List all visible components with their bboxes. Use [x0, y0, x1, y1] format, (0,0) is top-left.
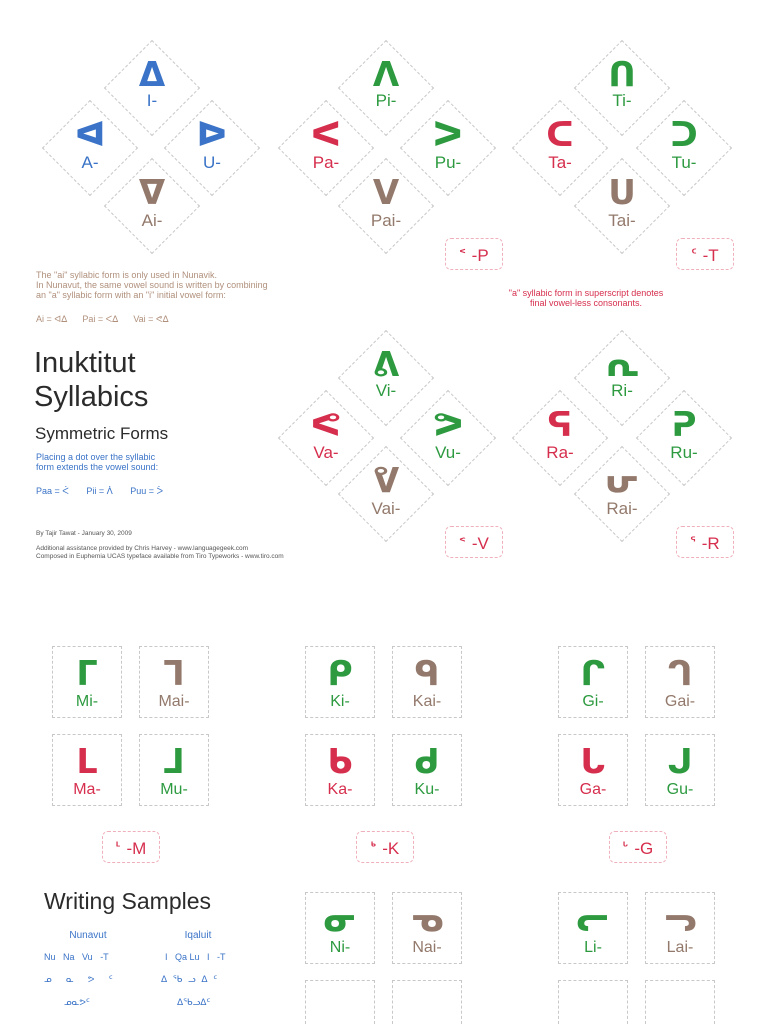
credit-author: By Tajir Tawat - January 30, 2009	[36, 530, 132, 537]
final-label: -V	[471, 534, 489, 553]
syllabic-glyph: ᒍ	[667, 742, 693, 782]
credits	[36, 530, 284, 561]
syllabic-label: Ta-	[548, 153, 572, 172]
final-label: -M	[126, 839, 147, 858]
syllabic-label: Kai-	[412, 693, 442, 710]
syllabic-glyph: ᐸ	[310, 115, 342, 155]
syllabic-label: Mi-	[75, 693, 99, 710]
syllabic-glyph: ᐱ	[372, 55, 400, 95]
final-note	[486, 288, 686, 308]
tile-mai	[139, 646, 209, 718]
final-label: -R	[701, 534, 720, 553]
syllabic-glyph: ᕋ	[547, 405, 573, 445]
tile-ga	[558, 734, 628, 806]
syllabic-label: Pai-	[370, 211, 402, 230]
page-subtitle: Symmetric Forms	[35, 424, 169, 443]
syllabic-glyph: ᑲ	[327, 742, 353, 782]
syllabic-label: Ka-	[327, 781, 353, 798]
syllabic-label: Vu-	[435, 443, 461, 462]
ai-note	[36, 270, 306, 324]
final-g-badge	[609, 831, 667, 863]
syllabic-label: Vi-	[375, 381, 397, 400]
syllabic-glyph: ᒪ	[76, 742, 98, 782]
ai-note-line: In Nunavut, the same vowel sound is written by combining	[36, 280, 268, 290]
syllabic-glyph: ᑐ	[670, 115, 698, 155]
syllabic-glyph: ᐯ	[372, 173, 400, 213]
syllabic-label: Li-	[584, 939, 602, 956]
syllabic-label: Mu-	[160, 781, 188, 798]
syllabic-glyph: ᒋ	[580, 654, 606, 694]
tile-rai	[572, 444, 672, 544]
tile-kai	[392, 646, 462, 718]
syllabic-label: Gu-	[666, 781, 694, 798]
syllabic-label: Pi-	[375, 91, 397, 110]
syllabic-label: Vai-	[371, 499, 401, 518]
tile-partial	[392, 980, 462, 1024]
syllabic-label: Tu-	[671, 153, 697, 172]
sample-iqaluit-word: ᐃᖃᓗᐃᑦ	[177, 998, 211, 1008]
tile-mu	[139, 734, 209, 806]
final-k-badge	[356, 831, 414, 863]
syllabic-label: Ru-	[670, 443, 698, 462]
writing-samples-heading: Writing Samples	[44, 888, 212, 914]
tile-ku	[392, 734, 462, 806]
tile-partial	[645, 980, 715, 1024]
syllabic-glyph: ᐁ	[138, 173, 166, 213]
tile-partial	[558, 980, 628, 1024]
syllabic-glyph: ᒥ	[76, 654, 98, 694]
syllabic-label: U-	[203, 153, 221, 172]
tile-partial	[305, 980, 375, 1024]
syllabic-label: A-	[81, 153, 99, 172]
final-r-badge	[676, 526, 734, 558]
dot-examples: Paa = ᐹ Pii = ᐲ Puu = ᐴ	[36, 486, 164, 496]
syllabic-glyph: ᒣ	[163, 654, 185, 694]
syllabic-glyph: ᕗ	[432, 405, 464, 445]
sample-iqaluit-separated: ᐃ ᖃ ᓗ ᐃ ᑦ	[161, 975, 218, 985]
syllabic-glyph: ᕙ	[310, 405, 342, 445]
syllabic-label: Tai-	[608, 211, 636, 230]
tile-tai	[572, 156, 672, 256]
syllabic-glyph: ᑕ	[546, 115, 574, 155]
syllabic-label: Ra-	[546, 443, 574, 462]
final-glyph: ᕝ	[459, 535, 466, 548]
final-glyph: ᒻ	[115, 840, 121, 853]
sample-iqaluit-roman: I Qa Lu I -T	[165, 952, 226, 962]
syllabic-label: Ai-	[141, 211, 163, 230]
syllabic-label: Ki-	[330, 693, 350, 710]
final-glyph: ᑦ	[691, 247, 697, 260]
title-line: Syllabics	[34, 381, 149, 413]
syllabic-label: Rai-	[606, 499, 638, 518]
syllabic-glyph: ᓂ	[323, 900, 357, 940]
syllabic-glyph: ᑫ	[414, 654, 440, 694]
syllabic-glyph: ᒐ	[580, 742, 606, 782]
tile-pai	[336, 156, 436, 256]
syllabic-glyph: ᐳ	[432, 115, 464, 155]
tile-nai	[392, 892, 462, 964]
final-note-line: "a" syllabic form in superscript denotes	[508, 288, 664, 298]
syllabic-label: Gi-	[582, 693, 604, 710]
tile-ni	[305, 892, 375, 964]
final-note-line: final vowel-less consonants.	[529, 298, 643, 308]
syllabic-glyph: ᑯ	[414, 742, 440, 782]
syllabic-label: Ma-	[73, 781, 101, 798]
syllabic-glyph: ᑌ	[608, 173, 636, 213]
final-t-badge	[676, 238, 734, 270]
tile-vai	[336, 444, 436, 544]
final-p-badge	[445, 238, 503, 270]
syllabic-glyph: ᒉ	[667, 654, 693, 694]
syllabic-label: Ku-	[414, 781, 440, 798]
final-label: -T	[702, 246, 719, 265]
title-line: Inuktitut	[34, 347, 136, 379]
syllabic-glyph: ᑭ	[327, 654, 353, 694]
final-glyph: ᑉ	[459, 247, 466, 260]
tile-ka	[305, 734, 375, 806]
tile-gi	[558, 646, 628, 718]
tile-li	[558, 892, 628, 964]
syllabic-glyph: ᓓ	[663, 900, 697, 940]
syllabic-glyph: ᕂ	[604, 461, 640, 501]
tile-ma	[52, 734, 122, 806]
syllabic-label: Nai-	[412, 939, 442, 956]
syllabic-glyph: ᕆ	[605, 345, 639, 385]
dot-note-line: Placing a dot over the syllabic	[36, 452, 156, 462]
syllabic-glyph: ᓕ	[576, 900, 610, 940]
tile-vowel-ai	[102, 156, 202, 256]
syllabic-glyph: ᒧ	[163, 742, 185, 782]
ai-note-line: an "a" syllabic form with an "i" initial vowel form:	[36, 290, 226, 300]
dot-note	[36, 452, 236, 496]
syllabic-label: Gai-	[664, 693, 696, 710]
page-title	[34, 346, 148, 414]
syllabic-glyph: ᕓ	[372, 461, 400, 501]
final-glyph: ᒃ	[370, 840, 377, 853]
syllabic-label: Lai-	[666, 939, 694, 956]
credit-font: Composed in Euphemia UCAS typeface available from Tiro Typeworks - www.tiro.com	[36, 553, 284, 560]
tile-ki	[305, 646, 375, 718]
syllabic-glyph: ᐊ	[74, 115, 106, 155]
final-v-badge	[445, 526, 503, 558]
syllabic-label: Ti-	[612, 91, 632, 110]
syllabic-label: Va-	[313, 443, 339, 462]
final-m-badge	[102, 831, 160, 863]
sample-iqaluit-title: Iqaluit	[184, 930, 212, 941]
syllabic-glyph: ᕕ	[372, 345, 400, 385]
tile-gu	[645, 734, 715, 806]
tile-mi	[52, 646, 122, 718]
credit-assist: Additional assistance provided by Chris Harvey - www.languagegeek.com	[36, 545, 249, 552]
final-label: -P	[471, 246, 489, 265]
dot-note-line: form extends the vowel sound:	[36, 462, 159, 472]
final-label: -K	[382, 839, 400, 858]
syllabic-label: I-	[146, 91, 158, 110]
syllabic-label: Ri-	[611, 381, 633, 400]
syllabic-glyph: ᐃ	[138, 55, 166, 95]
final-glyph: ᕐ	[690, 535, 696, 548]
syllabic-label: Pu-	[434, 153, 462, 172]
sample-nunavut-separated: ᓄ ᓇ ᕗ ᑦ	[44, 975, 113, 985]
sample-nunavut-word: ᓄᓇᕗᑦ	[64, 998, 90, 1008]
syllabic-label: Mai-	[158, 693, 190, 710]
syllabic-glyph: ᑎ	[608, 55, 636, 95]
final-label: -G	[634, 839, 654, 858]
sample-nunavut-title: Nunavut	[69, 930, 107, 941]
syllabic-glyph: ᐅ	[196, 115, 228, 155]
tile-lai	[645, 892, 715, 964]
syllabic-label: Ga-	[579, 781, 607, 798]
syllabic-glyph: ᓀ	[410, 900, 444, 940]
syllabic-glyph: ᕈ	[671, 405, 697, 445]
final-glyph: ᒡ	[622, 840, 629, 853]
sample-nunavut-roman: Nu Na Vu -T	[44, 952, 109, 962]
ai-examples: Ai = ᐊᐃ Pai = ᐸᐃ Vai = ᕙᐃ	[36, 314, 169, 324]
syllabic-label: Ni-	[329, 939, 351, 956]
ai-note-line: The "ai" syllabic form is only used in Nunavik.	[36, 270, 217, 280]
tile-gai	[645, 646, 715, 718]
syllabic-label: Pa-	[312, 153, 340, 172]
